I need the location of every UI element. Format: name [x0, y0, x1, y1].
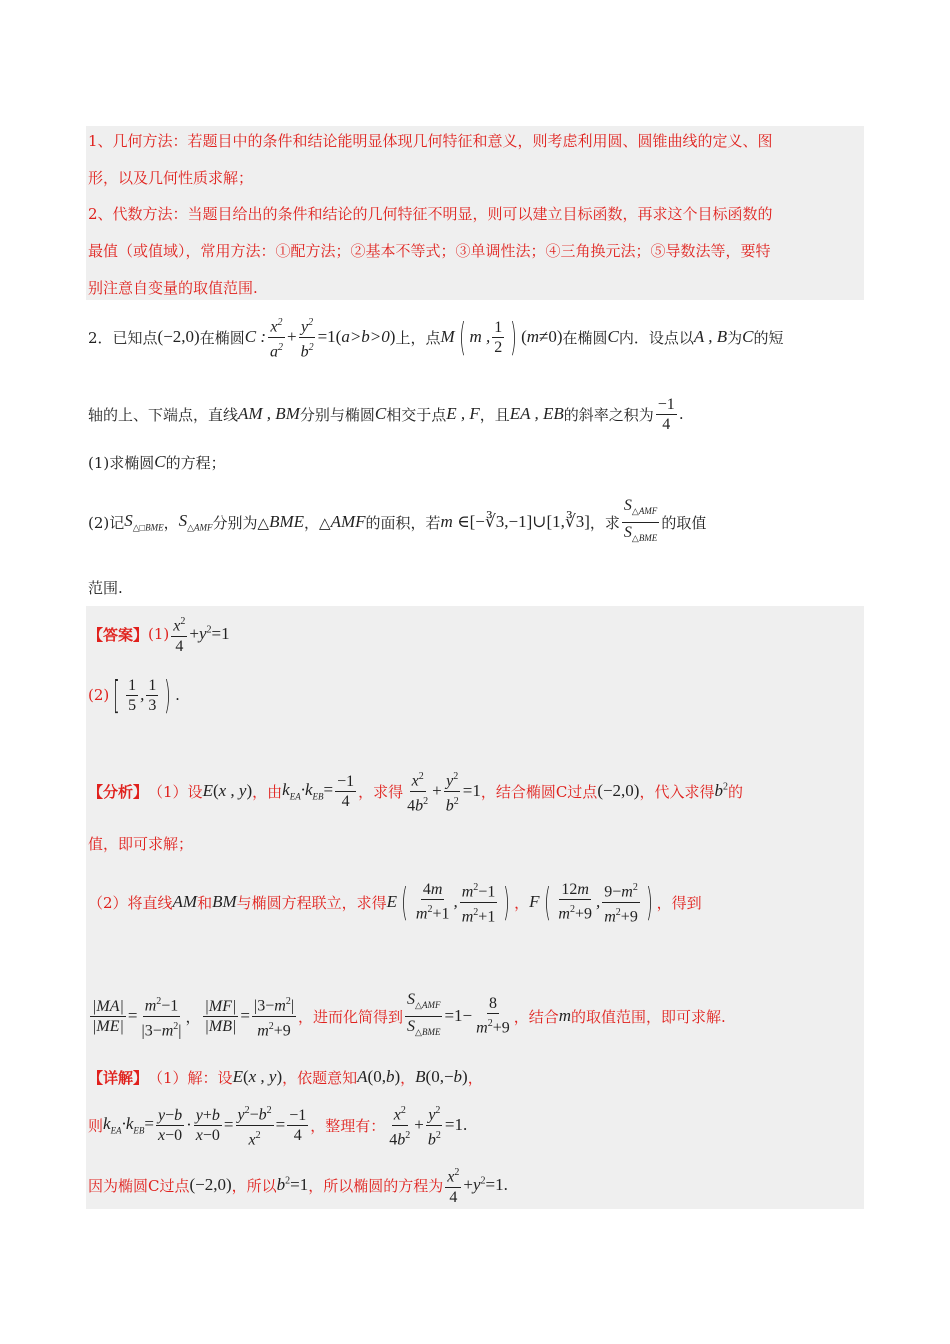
text: ，结合	[513, 1007, 559, 1026]
math: +	[286, 327, 297, 346]
answer-tag: 【答案】	[88, 625, 149, 644]
paren: )	[645, 880, 653, 924]
text: 上，点	[395, 328, 441, 347]
math: ,	[453, 892, 458, 911]
frac: $\frac{x^2}{4b^2}$	[387, 1101, 412, 1149]
math: m ,	[469, 327, 491, 346]
text: 相交于点	[386, 405, 447, 424]
text: ，所以	[231, 1176, 277, 1195]
frac: $\frac{y^2}{b^2}$	[444, 767, 461, 815]
problem-line-1	[88, 312, 864, 362]
text: （1）设	[148, 782, 203, 801]
math-point: (−2,0)	[157, 327, 200, 346]
text: ，△	[304, 513, 331, 532]
math: (−2,0)	[189, 1175, 232, 1194]
text: 因为椭圆C过点	[88, 1176, 190, 1195]
math-range: m ∈[−∛3,−1]∪[1,∛3]	[440, 512, 590, 531]
bracket: [	[113, 673, 121, 717]
math: E , F	[446, 404, 480, 423]
detail-1	[88, 1066, 864, 1088]
frac: $\frac{m^2-1}{|3-m^2|}$	[140, 992, 184, 1040]
text: (2)记	[88, 513, 125, 532]
math: ,	[595, 892, 601, 911]
math: $b^2=1$	[276, 1175, 309, 1194]
frac: $\frac{|MA|}{|ME|}$	[92, 997, 124, 1035]
frac: $\frac{S_{\triangle AMF}}{S_{\triangle BME}}$	[407, 991, 441, 1037]
text: (2)	[88, 686, 110, 704]
text: ，得到	[656, 893, 702, 912]
math: AM , BM	[238, 404, 300, 423]
analysis-1	[88, 766, 864, 816]
math: A(0,b)	[357, 1067, 401, 1086]
math: ,	[140, 685, 145, 704]
frac: $\frac{S_{\triangle AMF}}{S_{\triangle BME}}$	[623, 497, 658, 543]
math: B(0,−b)	[415, 1067, 468, 1086]
math: (m≠0)	[521, 327, 563, 346]
text: 与椭圆方程联立，求得	[236, 893, 387, 912]
frac: $\frac{y^2}{b^2}$	[426, 1101, 443, 1149]
math: E(x , y)	[202, 781, 253, 800]
text: 的方程；	[165, 453, 226, 472]
text: 轴的上、下端点，直线	[88, 405, 239, 424]
text: (1)求椭圆	[88, 453, 155, 472]
answer-2	[88, 670, 864, 720]
analysis-1-end: 值，即可求解；	[88, 834, 194, 853]
text: ，所以椭圆的方程为	[308, 1176, 444, 1195]
math: =1.	[444, 1115, 468, 1134]
math: BM	[212, 892, 237, 911]
paren: (	[458, 315, 466, 359]
question-2	[88, 497, 864, 544]
math: (−2,0)	[597, 781, 640, 800]
frac: $\frac{x^2}{a^2}$	[268, 313, 285, 361]
math: A , B	[693, 327, 728, 346]
frac: $\frac{m^2-1}{m^2+1}$	[460, 878, 498, 926]
math: $S_{\triangle AMF}$	[178, 510, 213, 533]
text: 分别为△	[212, 513, 270, 532]
text: ，	[163, 513, 179, 532]
math: =1(a>b>0)	[317, 327, 396, 346]
text: (1)	[148, 625, 170, 643]
text: 内．设点以	[618, 328, 694, 347]
frac: $\frac{4m}{m^2+1}$	[415, 881, 450, 923]
text: 的取值范围，即可求解.	[571, 1007, 726, 1026]
math: F	[529, 892, 540, 911]
text: ，	[514, 893, 530, 912]
text: ，且	[479, 405, 510, 424]
text: ，进而化简得到	[298, 1007, 404, 1026]
bracket: )	[164, 673, 172, 717]
math: BME	[269, 512, 305, 531]
math: =1−	[444, 1006, 473, 1025]
detail-2	[88, 1100, 864, 1150]
question-1	[88, 451, 864, 473]
text: ，	[185, 1007, 201, 1026]
frac: $\frac{9-m^2}{m^2+9}$	[602, 878, 640, 926]
text: ，求	[589, 513, 620, 532]
math: +	[432, 781, 442, 800]
math: $S_{\triangle□BME}$	[124, 510, 164, 533]
text: 的	[728, 782, 744, 801]
method-item-2c: 别注意自变量的取值范围.	[88, 278, 258, 297]
frac: $\frac{-1}{4}$	[289, 1106, 307, 1144]
math: +	[414, 1115, 424, 1134]
frac: $\frac{|3-m^2|}{m^2+9}$	[252, 992, 296, 1040]
frac: $\frac{-1}{4}$	[337, 772, 355, 810]
text: ，整理有：	[310, 1116, 386, 1135]
method-item-1a: 1、几何方法：若题目中的条件和结论能明显体现几何特征和意义，则考虑利用圆、圆锥曲线的定义、图	[88, 131, 773, 150]
math: $k_{EA}\cdot k_{EB}=$	[282, 780, 334, 802]
paren: )	[503, 880, 511, 924]
math: C	[742, 327, 754, 346]
text: 的短	[753, 328, 784, 347]
math: C	[154, 452, 166, 471]
text: ，求得	[358, 782, 404, 801]
paren: (	[401, 880, 408, 924]
text: 则	[88, 1116, 104, 1135]
analysis-tag: 【分析】	[88, 782, 149, 801]
math: $k_{EA}\cdot k_{EB}=$	[103, 1114, 154, 1136]
math: m	[558, 1006, 572, 1025]
text: 的取值	[661, 513, 707, 532]
math: =	[275, 1115, 286, 1134]
paren: (	[543, 880, 551, 924]
math: ·	[186, 1115, 192, 1134]
frac: $\frac{x^2}{4b^2}$	[405, 767, 430, 815]
frac: $\frac{x^2}{4}$	[171, 612, 187, 655]
math: AM	[172, 892, 198, 911]
text: 的面积，若	[365, 513, 441, 532]
frac: $\frac{y^2}{b^2}$	[299, 313, 316, 361]
math: $+y^2=1$.	[463, 1175, 508, 1194]
frac: $\frac{|MF|}{|MB|}$	[204, 997, 237, 1035]
text: 和	[197, 893, 213, 912]
math: $b^2$	[714, 781, 728, 800]
method-item-2a: 2、代数方法：当题目给出的条件和结论的几何特征不明显，则可以建立目标函数，再求这个目标函数的	[88, 204, 773, 223]
detail-3	[88, 1162, 864, 1208]
math: =	[223, 1115, 234, 1134]
analysis-3	[88, 990, 864, 1042]
math: AMF	[330, 512, 366, 531]
problem-line-2	[88, 393, 864, 435]
math: C	[607, 327, 619, 346]
answer-1	[88, 612, 864, 656]
text: ，由	[252, 782, 283, 801]
text: ，代入求得	[639, 782, 715, 801]
paren: )	[510, 315, 518, 359]
frac: $\frac{12m}{m^2+9}$	[558, 881, 592, 923]
text: 2．已知点	[88, 328, 158, 347]
math: E	[386, 892, 398, 911]
method-item-1b: 形，以及几何性质求解；	[88, 168, 254, 187]
text: （1）解：设	[148, 1068, 233, 1087]
text: .	[175, 686, 180, 704]
text: ，	[400, 1068, 416, 1087]
analysis-2	[88, 872, 864, 932]
math: $+y^2=1$	[189, 624, 230, 643]
text: 分别与椭圆	[299, 405, 375, 424]
math: EA , EB	[509, 404, 564, 423]
frac: $\frac{8}{m^2+9}$	[476, 995, 510, 1037]
text: .	[678, 405, 684, 423]
frac: $\frac{1}{2}$	[494, 318, 503, 356]
text: 的斜率之积为	[563, 405, 654, 424]
frac: $\frac{-1}{4}$	[657, 395, 675, 433]
text: ，结合椭圆C过点	[480, 782, 598, 801]
frac: $\frac{y-b}{x-0}$	[157, 1106, 183, 1144]
math-ellipse: C :	[244, 327, 266, 346]
frac: $\frac{1}{3}$	[148, 676, 157, 714]
math: =	[127, 1006, 138, 1025]
text: 为	[727, 328, 743, 347]
math: =	[240, 1006, 251, 1025]
math: =1	[462, 781, 481, 800]
text: ，	[467, 1068, 483, 1087]
frac: $\frac{1}{5}$	[128, 676, 137, 714]
math-point-m: M	[440, 327, 455, 346]
frac: $\frac{x^2}{4}$	[445, 1163, 461, 1206]
detail-tag: 【详解】	[88, 1068, 149, 1087]
method-item-2b: 最值（或值域），常用方法：①配方法；②基本不等式；③单调性法；④三角换元法；⑤导数法等，要特	[88, 241, 771, 260]
math: C	[374, 404, 387, 423]
frac: $\frac{y+b}{x-0}$	[195, 1106, 220, 1144]
text: （2）将直线	[88, 893, 173, 912]
question-2-end: 范围.	[88, 578, 123, 597]
frac: $\frac{y^2-b^2}{x^2}$	[236, 1101, 274, 1149]
text: ，依题意知	[282, 1068, 358, 1087]
text: 在椭圆	[199, 328, 245, 347]
text: 在椭圆	[562, 328, 608, 347]
math: E(x , y)	[232, 1067, 283, 1086]
